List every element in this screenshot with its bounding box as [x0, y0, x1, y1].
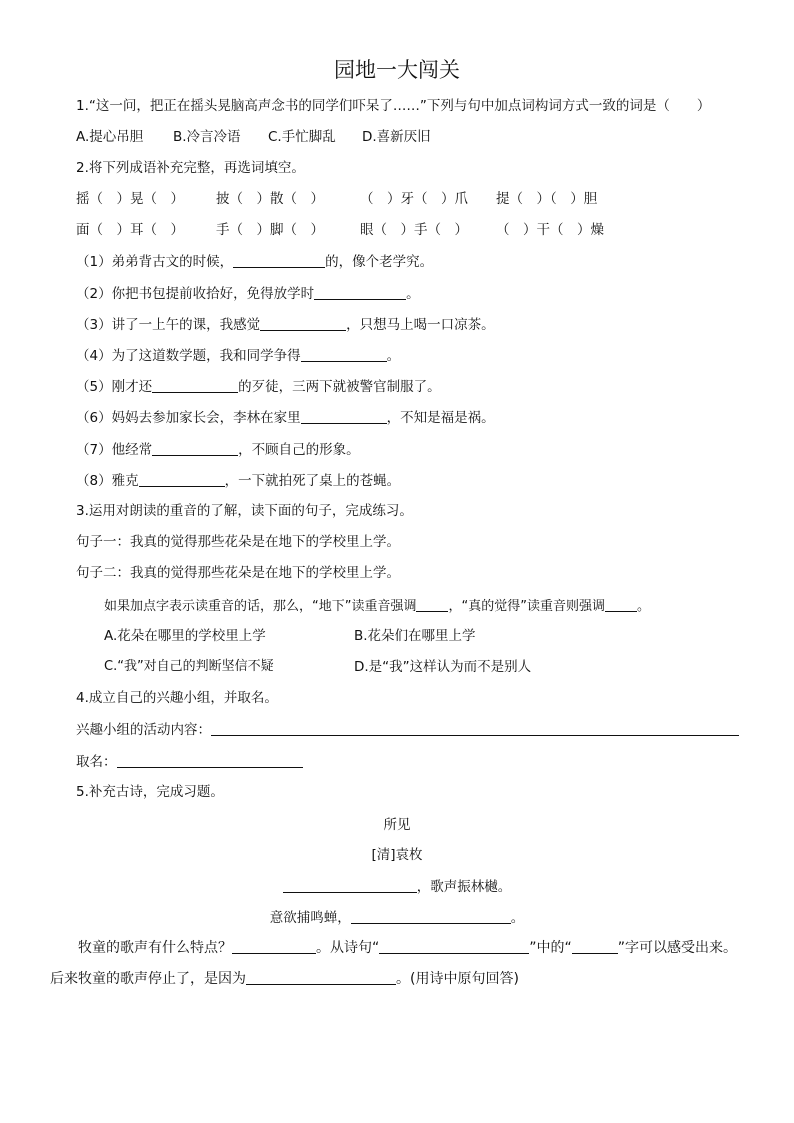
fill-sentence-5 [76, 377, 441, 396]
activity-label: 兴趣小组的活动内容： [76, 722, 211, 738]
sentence-text: ，只想马上喝一口凉茶。 [346, 317, 495, 333]
sentence-text: （8）雅克 [76, 473, 139, 489]
question-text: 。从诗句“ [316, 940, 380, 956]
answer-blank[interactable] [152, 440, 238, 456]
activity-input[interactable] [211, 720, 739, 736]
sentence-text: ，不顾自己的形象。 [238, 442, 360, 458]
fill-sentence-2 [76, 284, 420, 303]
poem-title: 所见 [383, 817, 411, 833]
answer-blank[interactable] [572, 938, 618, 954]
answer-blank[interactable] [152, 377, 238, 393]
question-text: 。 [636, 599, 650, 614]
answer-blank[interactable] [233, 252, 325, 268]
answer-blank[interactable] [314, 284, 406, 300]
q3-sentence-2: 句子二：我真的觉得那些花朵是在地下的学校里上学。 [76, 565, 400, 581]
name-row [76, 752, 303, 771]
name-input[interactable] [117, 752, 303, 768]
q5-stem: 5.补充古诗，完成习题。 [76, 784, 224, 800]
question-text: ”字可以感受出来。后来牧童的歌声停止了，是因为 [50, 940, 738, 987]
sentence-text: 。 [386, 348, 401, 364]
sentence-text: 的，像个老学究。 [325, 254, 434, 270]
activity-row [76, 720, 739, 739]
answer-blank[interactable] [379, 938, 529, 954]
answer-blank[interactable] [139, 471, 225, 487]
fill-sentence-6 [76, 408, 495, 427]
question-text: 如果加点字表示读重音的话，那么，“地下”读重音强调 [104, 599, 417, 614]
idiom-item[interactable]: （ ）牙（ ）爪 [360, 191, 468, 207]
question-text: ，“真的觉得”读重音则强调 [448, 599, 605, 614]
sentence-text: （7）他经常 [76, 442, 153, 458]
sentence-text: （3）讲了一上午的课，我感觉 [76, 317, 261, 333]
poem-text: 意欲捕鸣蝉， [269, 910, 351, 926]
sentence-text: ，一下就拍死了桌上的苍蝇。 [224, 473, 401, 489]
q3-option-c[interactable]: C.“我”对自己的判断坚信不疑 [104, 659, 274, 674]
answer-blank[interactable] [246, 969, 396, 985]
q3-option-a[interactable]: A.花朵在哪里的学校里上学 [104, 628, 266, 644]
q1-stem: 1.“这一问，把正在摇头晃脑高声念书的同学们吓呆了……”下列与句中加点词构词方式一致的词是（ ） [76, 98, 711, 114]
sentence-text: （5）刚才还 [76, 379, 153, 395]
poem-line-2 [0, 908, 794, 927]
sentence-text: 。 [406, 286, 420, 302]
q3-option-b[interactable]: B.花朵们在哪里上学 [354, 628, 476, 644]
q3-option-d[interactable]: D.是“我”这样认为而不是别人 [354, 659, 532, 675]
answer-blank[interactable] [283, 877, 417, 893]
q3-question [104, 596, 650, 616]
q1-option-d[interactable]: D.喜新厌旧 [362, 129, 431, 145]
answer-blank[interactable] [301, 408, 387, 424]
answer-blank[interactable] [301, 346, 387, 362]
poem-author: [清]袁枚 [371, 847, 423, 863]
fill-sentence-1 [76, 252, 433, 271]
page-title: 园地一大闯关 [334, 58, 460, 82]
q2-stem: 2.将下列成语补充完整，再选词填空。 [76, 160, 305, 176]
q3-stem: 3.运用对朗读的重音的了解，读下面的句子，完成练习。 [76, 503, 413, 519]
q3-sentence-1: 句子一：我真的觉得那些花朵是在地下的学校里上学。 [76, 534, 400, 550]
answer-blank[interactable] [260, 315, 346, 331]
sentence-text: （2）你把书包提前收拾好，免得放学时 [76, 286, 315, 302]
poem-line-1 [0, 877, 794, 896]
poem-text: 。 [510, 910, 525, 926]
idiom-item[interactable]: 提（ ）（ ）胆 [496, 191, 598, 207]
q1-option-a[interactable]: A.提心吊胆 [76, 129, 144, 145]
fill-sentence-8 [76, 471, 400, 490]
idiom-item[interactable]: 面（ ）耳（ ） [76, 222, 184, 238]
answer-blank[interactable] [605, 596, 637, 612]
question-text: 牧童的歌声有什么特点？ [78, 940, 232, 956]
q1-option-b[interactable]: B.冷言冷语 [173, 129, 241, 145]
idiom-item[interactable]: （ ）干（ ）燥 [496, 222, 604, 238]
idiom-item[interactable]: 披（ ）散（ ） [216, 191, 324, 207]
sentence-text: 的歹徒，三两下就被警官制服了。 [238, 379, 441, 395]
answer-blank[interactable] [232, 938, 316, 954]
q5-paragraph [50, 933, 746, 995]
question-text: 。(用诗中原句回答) [396, 971, 519, 987]
name-label: 取名： [76, 754, 117, 770]
idiom-item[interactable]: 摇（ ）晃（ ） [76, 191, 184, 207]
sentence-text: （1）弟弟背古文的时候， [76, 254, 234, 270]
fill-sentence-7 [76, 440, 360, 459]
sentence-text: ，不知是福是祸。 [386, 410, 495, 426]
idiom-item[interactable]: 手（ ）脚（ ） [216, 222, 324, 238]
fill-sentence-3 [76, 315, 495, 334]
answer-blank[interactable] [416, 596, 448, 612]
sentence-text: （4）为了这道数学题，我和同学争得 [76, 348, 301, 364]
sentence-text: （6）妈妈去参加家长会，李林在家里 [76, 410, 301, 426]
q4-stem: 4.成立自己的兴趣小组，并取名。 [76, 690, 278, 706]
answer-blank[interactable] [351, 908, 511, 924]
fill-sentence-4 [76, 346, 400, 365]
poem-text: ，歌声振林樾。 [416, 879, 512, 895]
q1-option-c[interactable]: C.手忙脚乱 [268, 129, 336, 145]
question-text: ”中的“ [529, 940, 572, 956]
idiom-item[interactable]: 眼（ ）手（ ） [360, 222, 468, 238]
